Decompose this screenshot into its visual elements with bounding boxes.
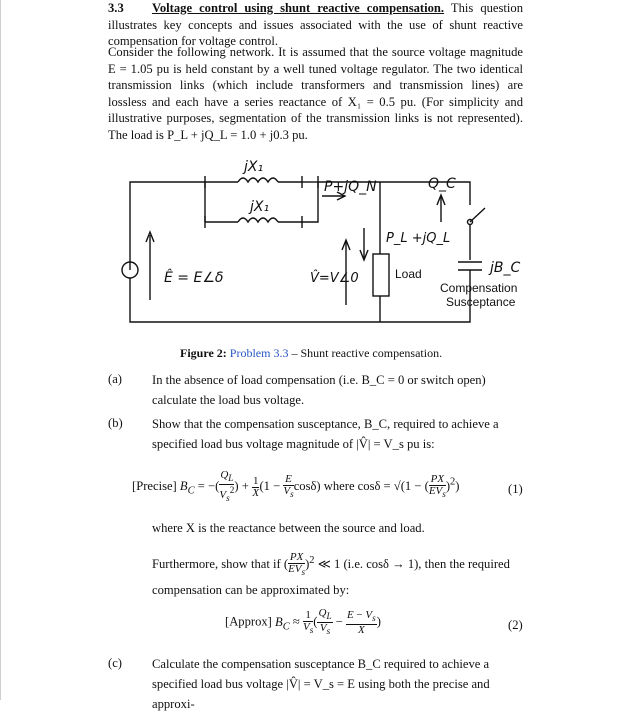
part-c-label: (c) (108, 656, 122, 670)
bottom-reactance-label: jX₁ (250, 199, 270, 215)
load-power-label: P_L +jQ_L (386, 231, 451, 246)
section-number: 3.3 (108, 1, 124, 15)
section-intro: This question illustrates key concepts and issues associated with the use of shunt reactive compensation for voltage control. (108, 1, 524, 48)
precise-equation: [Precise] $B_C$ = −( $\frac{Q_L}{V_s^2}$ ) + $\frac{1}{X}$ (1 − $\frac{E}{V_s}$ cosδ) where cosδ = √(1 − ( $\frac{PX}{EV_s}$ )$^2$) (132, 469, 460, 504)
compensator-power-label: Q_C (428, 176, 456, 192)
part-b-text: Show that the compensation susceptance, B_C, required to achieve a specified load bus voltage magnitude of |V̂| = V_s pu is: (152, 417, 499, 451)
figure-ref-link[interactable]: Problem 3.3 (229, 346, 289, 360)
top-inductor (238, 178, 278, 182)
section-title: Voltage control using shunt reactive compensation. (151, 1, 445, 15)
line-power-label: P+jQ_N (324, 179, 377, 195)
part-a-text: In the absence of load compensation (i.e. B_C = 0 or switch open) calculate the load bus voltage. (152, 373, 486, 407)
approx-tag: [Approx] (225, 614, 272, 629)
bottom-inductor (238, 218, 278, 222)
equation-1-number: (1) (508, 482, 523, 496)
condition-line: Furthermore, show that if ( $\frac{PX}{EV_s}$ )$^2$ ≪ 1 (i.e. cosδ → 1), then the required (152, 551, 510, 578)
equation-2-number: (2) (508, 618, 523, 632)
furthermore-text: Furthermore, show that if (152, 556, 281, 571)
condition-text: ≪ 1 (i.e. cosδ → 1), then the required (317, 556, 510, 571)
precise-where: where cosδ = (323, 478, 391, 493)
figure-label: Figure 2: (180, 346, 227, 360)
source-voltage-label: Ê = E∠δ (164, 270, 224, 286)
compensator-susceptance-label: jB_C (490, 260, 521, 276)
part-a-label: (a) (108, 372, 122, 386)
load-box-symbol (373, 254, 389, 296)
top-reactance-label: jX₁ (244, 159, 264, 175)
approx-equation: [Approx] $B_C$ ≈ $\frac{1}{V_s}$ ( $\frac{Q_L}{V_s}$ − $\frac{E - V_s}{X}$ ) (225, 607, 381, 637)
part-c-text: Calculate the compensation susceptance B_C required to achieve a specified load bus voltage |V̂| = V_s = E using both the precise and approxi- (152, 657, 490, 711)
approx-intro: compensation can be approximated by: (152, 583, 350, 597)
left-feeder-wire (130, 182, 205, 270)
network-description: Consider the following network. It is assumed that the source voltage magnitude E = 1.05 pu is held constant by a well tuned voltage regulator. The two identical transmission links (which include transformers and transmission lines) are lossless and each have a series reactance of X₁ = 0.5 pu. (For simplicity and illustrative purposes, segmentation of the transmission links is not represented). The load is P_L + jQ_L = 1.0 + j0.3 pu. (108, 45, 523, 142)
figure-caption (180, 346, 442, 361)
precise-tag: [Precise] (132, 478, 177, 493)
susceptance-label: Susceptance (446, 295, 516, 309)
compensation-label: Compensation (440, 281, 518, 295)
figure-title: – Shunt reactive compensation. (288, 346, 443, 360)
bus-voltage-label: V̂=V∠0 (310, 271, 359, 286)
reactance-note: where X is the reactance between the source and load. (152, 521, 425, 535)
load-box-label: Load (395, 267, 422, 281)
part-b-label: (b) (108, 416, 123, 430)
